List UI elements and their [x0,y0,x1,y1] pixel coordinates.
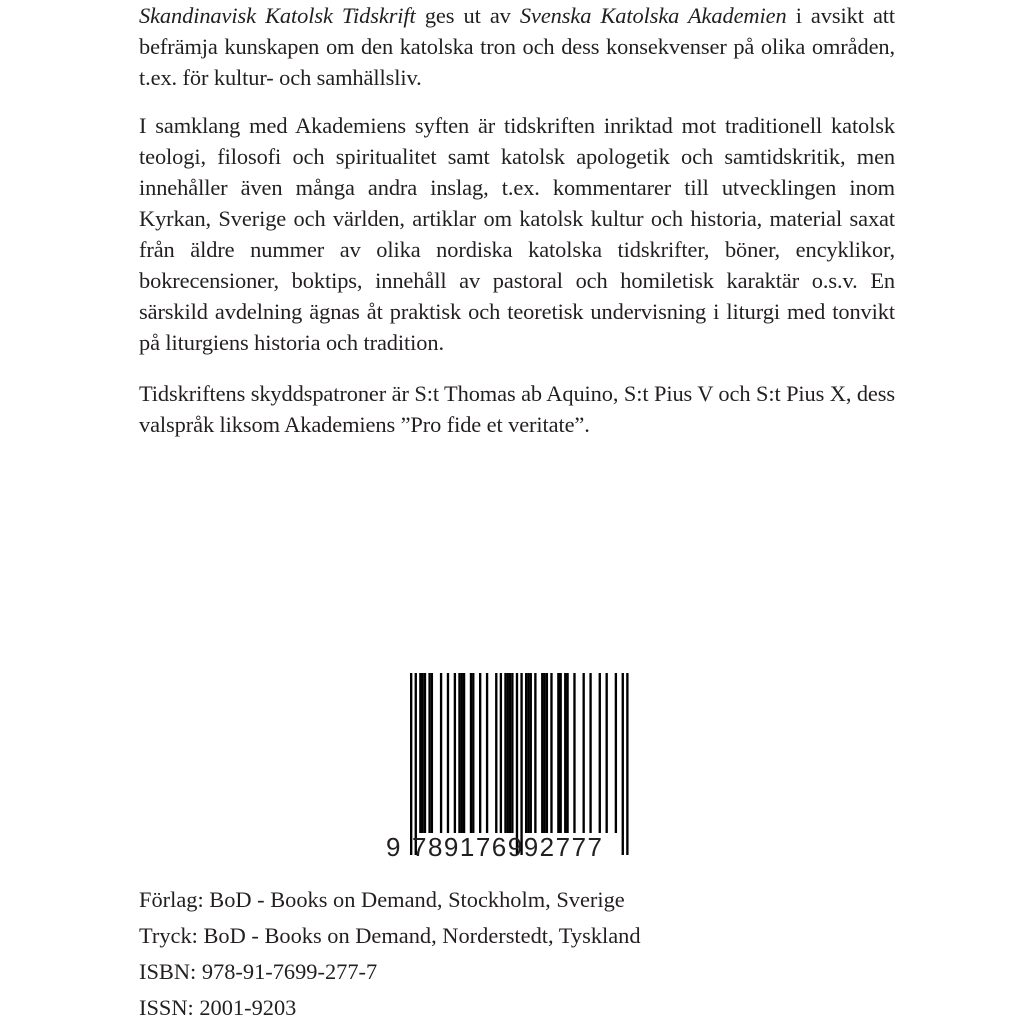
barcode-bar [507,673,509,833]
barcode-bar [428,673,430,833]
barcode-bar [564,673,566,833]
barcode-bar [573,673,575,833]
barcode-bar [461,673,463,833]
isbn-barcode [384,673,634,863]
barcode-bar [500,673,502,833]
publisher-line: Förlag: BoD - Books on Demand, Stockholm, Sverige [139,887,625,912]
barcode-bar [557,673,559,833]
barcode-bar [541,673,543,833]
barcode-bar [606,673,608,833]
barcode-remaining-digits: 789176992777 [412,832,604,862]
isbn-line: ISBN: 978-91-7699-277-7 [139,959,378,984]
barcode-bar [424,673,426,833]
barcode-bar [419,673,421,833]
barcode-bar [470,673,472,833]
barcode-bar [626,673,628,855]
barcode-bar [583,673,585,833]
barcode-bar [410,673,412,855]
barcode-bar [463,673,465,833]
intro-paragraph [139,0,895,93]
barcode-bar [479,673,481,833]
patrons-paragraph: Tidskriftens skyddspatroner är S:t Thomas ab Aquino, S:t Pius V och S:t Pius X, dess valspråk liksom Akademiens ”Pro fide et veritate”. [139,381,895,437]
barcode-bar [431,673,433,833]
barcode-bar [543,673,545,833]
barcode-bar [495,673,497,833]
barcode-bar [622,673,624,855]
journal-title: Skandinavisk Katolsk Tidskrift [139,3,416,28]
barcode-bar [504,673,506,833]
issn-line: ISSN: 2001-9203 [139,995,297,1020]
publisher-name: Svenska Katolska Akademien [519,3,787,28]
barcode-bar [422,673,424,833]
barcode-bar [472,673,474,833]
barcode-bar [440,673,442,833]
barcode-bar [458,673,460,833]
printer-line: Tryck: BoD - Books on Demand, Norderstedt, Tyskland [139,923,641,948]
imprint-block [139,882,839,1026]
intro-text-b: i avsikt att befrämja kunskapen om den katolska tron och dess konsekvenser på olika områden, t.ex. för kultur- och samhällsliv. [139,3,896,90]
barcode-bar [516,673,518,855]
description-text [139,0,895,440]
barcode-bar [454,673,456,833]
barcode-bar [599,673,601,833]
barcode-bar [566,673,568,833]
barcode-bar [534,673,536,833]
barcode-bar [486,673,488,833]
barcode-bar [527,673,529,833]
barcode-first-digit: 9 [386,832,401,862]
barcode-bar [509,673,511,833]
barcode-bar [546,673,548,833]
barcode-bar [589,673,591,833]
barcode-digits [384,831,634,863]
intro-text-a: ges ut av [415,3,520,28]
barcode-bar [525,673,527,833]
barcode-bar [415,673,417,855]
barcode-bar [560,673,562,833]
barcode-bar [520,673,522,855]
barcode-bar [615,673,617,833]
barcode-bar [447,673,449,833]
barcode-bar [530,673,532,833]
barcode-bar [511,673,513,833]
barcode-bar [550,673,552,833]
aims-paragraph: I samklang med Akademiens syften är tidskriften inriktad mot traditionell katolsk teologi, filosofi och spiritualitet samt katolsk apologetik och samtidskritik, men innehåller även många andra inslag, t.ex. kommentarer till utvecklingen inom Kyrkan, Sverige och världen, artiklar om katolsk kultur och historia, material saxat från äldre nummer av olika nordiska katolska tidskrifter, böner, encyklikor, bokrecensioner, boktips, innehåll av pastoral och homiletisk karaktär o.s.v. En särskild avdelning ägnas åt praktisk och teoretisk undervisning i liturgi med tonvikt på liturgiens historia och tradition. [139,113,895,355]
